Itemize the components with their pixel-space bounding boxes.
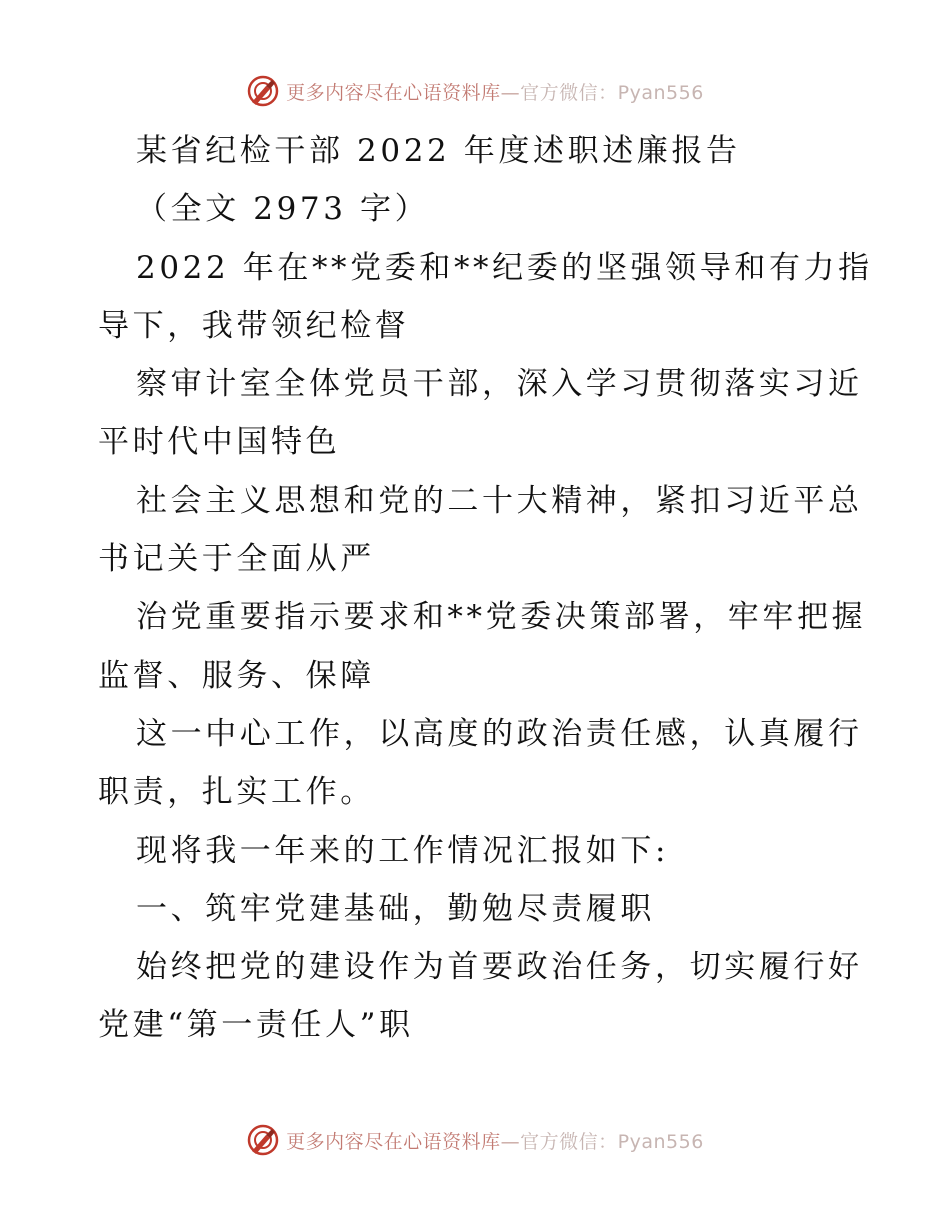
body-text-line: 职责，扎实工作。: [98, 774, 375, 811]
document-wordcount: （全文 2973 字）: [136, 191, 430, 228]
document-paragraphs: [98, 239, 873, 1055]
document-body: [98, 122, 873, 1055]
body-text-line: 监督、服务、保障: [98, 657, 375, 694]
body-text-line: 社会主义思想和党的二十大精神，紧扣习近平总: [136, 482, 863, 519]
body-text-line: 平时代中国特色: [98, 424, 341, 461]
body-text-line: 治党重要指示要求和**党委决策部署，牢牢把握: [136, 599, 867, 636]
body-text-line: 察审计室全体党员干部，深入学习贯彻落实习近: [136, 366, 863, 403]
body-text-line: 这一中心工作，以高度的政治责任感，认真履行: [136, 715, 863, 752]
body-text-line: 2022 年在**党委和**纪委的坚强领导和有力指: [136, 249, 873, 286]
pen-logo-icon: [246, 74, 280, 108]
header-watermark: [0, 71, 950, 111]
body-text-line: 始终把党的建设作为首要政治任务，切实履行好: [136, 949, 863, 986]
body-text-line: 一、筑牢党建基础，勤勉尽责履职: [136, 890, 655, 927]
watermark-text: 更多内容尽在心语资料库—官方微信：Pyan556: [286, 1130, 704, 1153]
document-title: 某省纪检干部 2022 年度述职述廉报告: [136, 133, 741, 169]
body-text-line: 现将我一年来的工作情况汇报如下:: [136, 832, 670, 869]
body-text-line: 党建“第一责任人”职: [98, 1007, 414, 1044]
body-text-line: 书记关于全面从严: [98, 541, 375, 578]
watermark-text: 更多内容尽在心语资料库—官方微信：Pyan556: [286, 81, 704, 104]
body-text-line: 导下，我带领纪检督: [98, 307, 410, 344]
footer-watermark: [0, 1120, 950, 1160]
pen-logo-icon: [246, 1123, 280, 1157]
